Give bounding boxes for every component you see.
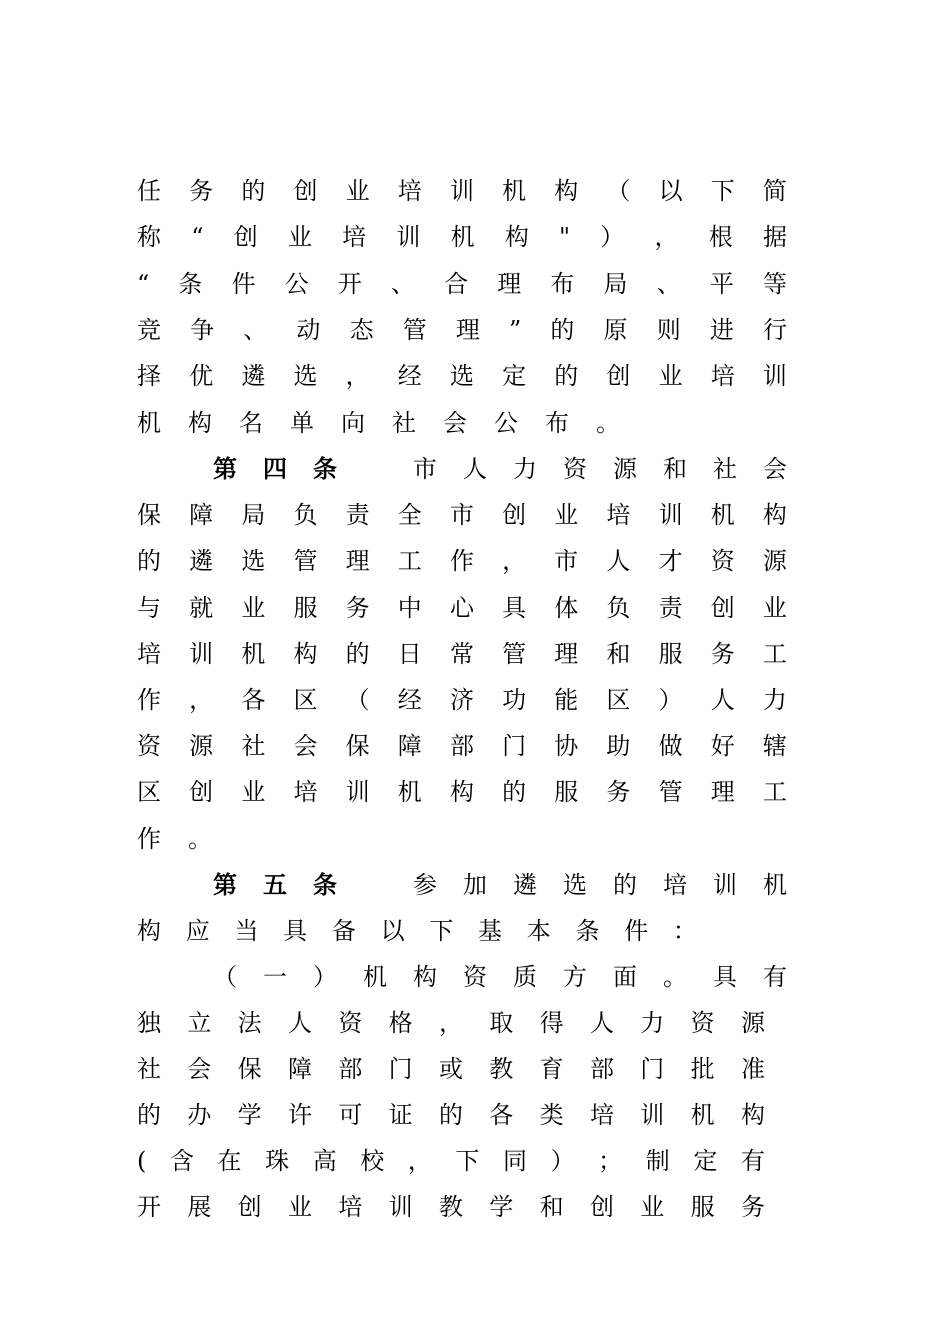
text-line-14: 区 创 业 培 训 机 构 的 服 务 管 理 工 <box>137 778 787 806</box>
text-line-16: 参 加 遴 选 的 培 训 机 <box>413 871 787 899</box>
text-line-9: 的 遴 选 管 理 工 作 ， 市 人 才 资 源 <box>137 547 787 575</box>
text-line-15: 作 。 <box>137 825 212 853</box>
article-5-label: 第五条 <box>213 870 363 899</box>
text-line-5: 择 优 遴 选 ， 经 选 定 的 创 业 培 训 <box>137 362 787 390</box>
text-line-4: 竞 争 、 动 态 管 理 ” 的 原 则 进 行 <box>137 316 787 344</box>
article-4-label: 第四条 <box>213 454 363 483</box>
text-line-20: 社 会 保 障 部 门 或 教 育 部 门 批 准 <box>137 1055 765 1083</box>
text-line-8: 保 障 局 负 责 全 市 创 业 培 训 机 构 <box>137 501 787 529</box>
text-line-22: ( 含 在 珠 高 校 ， 下 同 ） ； 制 定 有 <box>137 1147 765 1175</box>
text-line-10: 与 就 业 服 务 中 心 具 体 负 责 创 业 <box>137 594 787 622</box>
text-line-12: 作 ， 各 区 （ 经 济 功 能 区 ） 人 力 <box>137 686 787 714</box>
text-line-6: 机 构 名 单 向 社 会 公 布 。 <box>137 409 620 437</box>
text-line-3: “ 条 件 公 开 、 合 理 布 局 、 平 等 <box>137 270 787 298</box>
text-line-19: 独 立 法 人 资 格 ， 取 得 人 力 资 源 <box>137 1009 765 1037</box>
text-line-2: 称 “ 创 业 培 训 机 构 " ） ， 根 据 <box>137 223 787 251</box>
text-line-11: 培 训 机 构 的 日 常 管 理 和 服 务 工 <box>137 640 787 668</box>
text-line-13: 资 源 社 会 保 障 部 门 协 助 做 好 辖 <box>137 732 787 760</box>
text-line-18: （ 一 ） 机 构 资 质 方 面 。 具 有 <box>213 963 787 991</box>
text-line-17: 构 应 当 具 备 以 下 基 本 条 件 ： <box>137 917 697 945</box>
text-line-23: 开 展 创 业 培 训 教 学 和 创 业 服 务 <box>137 1193 765 1221</box>
text-line-7: 市 人 力 资 源 和 社 会 <box>413 455 787 483</box>
text-line-21: 的 办 学 许 可 证 的 各 类 培 训 机 构 <box>137 1101 765 1129</box>
text-line-1: 任 务 的 创 业 培 训 机 构 （ 以 下 简 <box>137 177 787 205</box>
